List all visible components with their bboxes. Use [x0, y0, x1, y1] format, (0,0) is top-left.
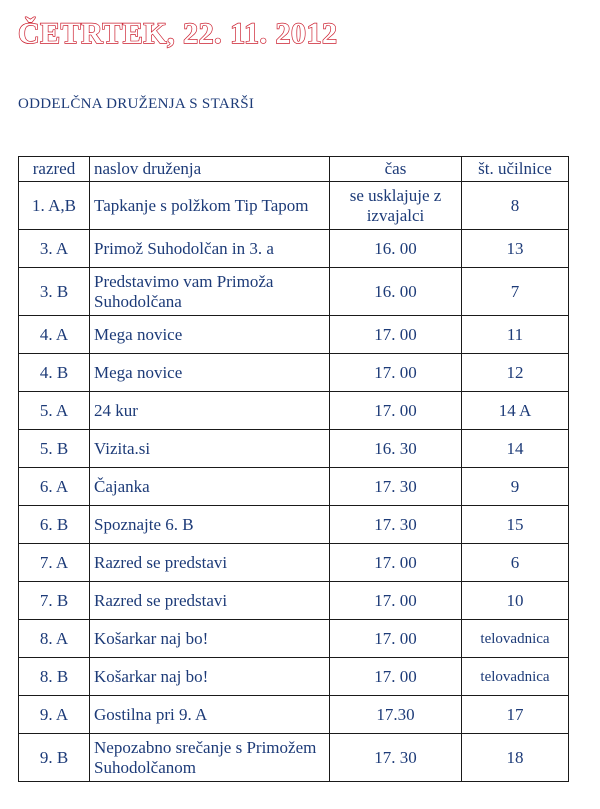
table-row [19, 182, 569, 230]
cell-razred: 4. B [19, 354, 90, 392]
cell-ucilnica: 13 [462, 230, 569, 268]
cell-cas: 16. 00 [330, 230, 462, 268]
cell-naslov: Čajanka [90, 468, 330, 506]
cell-ucilnica: 11 [462, 316, 569, 354]
cell-cas: 17. 00 [330, 392, 462, 430]
table-row [19, 506, 569, 544]
schedule-table [18, 156, 569, 782]
cell-ucilnica: telovadnica [462, 620, 569, 658]
table-row [19, 582, 569, 620]
cell-razred: 5. B [19, 430, 90, 468]
table-row [19, 230, 569, 268]
cell-razred: 4. A [19, 316, 90, 354]
cell-naslov: 24 kur [90, 392, 330, 430]
cell-ucilnica: 8 [462, 182, 569, 230]
column-header-naslov: naslov druženja [90, 157, 330, 182]
cell-cas: 16. 30 [330, 430, 462, 468]
table-row [19, 316, 569, 354]
table-row [19, 354, 569, 392]
cell-ucilnica: 9 [462, 468, 569, 506]
cell-ucilnica: telovadnica [462, 658, 569, 696]
cell-cas: 17. 00 [330, 582, 462, 620]
cell-razred: 3. B [19, 268, 90, 316]
cell-ucilnica: 14 A [462, 392, 569, 430]
cell-cas: 17. 30 [330, 506, 462, 544]
section-heading: ODDELČNA DRUŽENJA S STARŠI [18, 96, 255, 112]
cell-ucilnica: 17 [462, 696, 569, 734]
table-row [19, 734, 569, 782]
column-header-ucilnica: št. učilnice [462, 157, 569, 182]
cell-naslov: Spoznajte 6. B [90, 506, 330, 544]
cell-naslov: Mega novice [90, 354, 330, 392]
cell-razred: 8. A [19, 620, 90, 658]
cell-naslov: Nepozabno srečanje s Primožem Suhodolčanom [90, 734, 330, 782]
cell-razred: 8. B [19, 658, 90, 696]
cell-cas: 17. 00 [330, 544, 462, 582]
cell-naslov: Vizita.si [90, 430, 330, 468]
cell-cas: 17. 30 [330, 734, 462, 782]
cell-cas: se usklajuje z izvajalci [330, 182, 462, 230]
cell-cas: 17. 00 [330, 354, 462, 392]
cell-naslov: Predstavimo vam Primoža Suhodolčana [90, 268, 330, 316]
cell-razred: 9. B [19, 734, 90, 782]
cell-ucilnica: 18 [462, 734, 569, 782]
cell-ucilnica: 12 [462, 354, 569, 392]
cell-razred: 1. A,B [19, 182, 90, 230]
cell-naslov: Primož Suhodolčan in 3. a [90, 230, 330, 268]
column-header-cas: čas [330, 157, 462, 182]
cell-cas: 17. 00 [330, 658, 462, 696]
table-row [19, 468, 569, 506]
cell-razred: 9. A [19, 696, 90, 734]
table-row [19, 268, 569, 316]
cell-razred: 7. A [19, 544, 90, 582]
table-row [19, 430, 569, 468]
cell-ucilnica: 10 [462, 582, 569, 620]
cell-naslov: Mega novice [90, 316, 330, 354]
cell-cas: 17. 30 [330, 468, 462, 506]
cell-cas: 16. 00 [330, 268, 462, 316]
cell-razred: 5. A [19, 392, 90, 430]
cell-naslov: Gostilna pri 9. A [90, 696, 330, 734]
cell-cas: 17. 00 [330, 316, 462, 354]
column-header-razred: razred [19, 157, 90, 182]
cell-razred: 7. B [19, 582, 90, 620]
cell-ucilnica: 14 [462, 430, 569, 468]
cell-naslov: Košarkar naj bo! [90, 658, 330, 696]
cell-naslov: Razred se predstavi [90, 582, 330, 620]
cell-cas: 17. 00 [330, 620, 462, 658]
table-row [19, 696, 569, 734]
table-row [19, 658, 569, 696]
table-header-row [19, 157, 569, 182]
cell-naslov: Tapkanje s polžkom Tip Tapom [90, 182, 330, 230]
cell-razred: 6. A [19, 468, 90, 506]
cell-naslov: Košarkar naj bo! [90, 620, 330, 658]
table-row [19, 544, 569, 582]
page-title: ČETRTEK, 22. 11. 2012 [18, 17, 338, 50]
cell-razred: 3. A [19, 230, 90, 268]
cell-naslov: Razred se predstavi [90, 544, 330, 582]
table-row [19, 392, 569, 430]
table-row [19, 620, 569, 658]
cell-ucilnica: 15 [462, 506, 569, 544]
cell-cas: 17.30 [330, 696, 462, 734]
cell-ucilnica: 7 [462, 268, 569, 316]
cell-razred: 6. B [19, 506, 90, 544]
cell-ucilnica: 6 [462, 544, 569, 582]
